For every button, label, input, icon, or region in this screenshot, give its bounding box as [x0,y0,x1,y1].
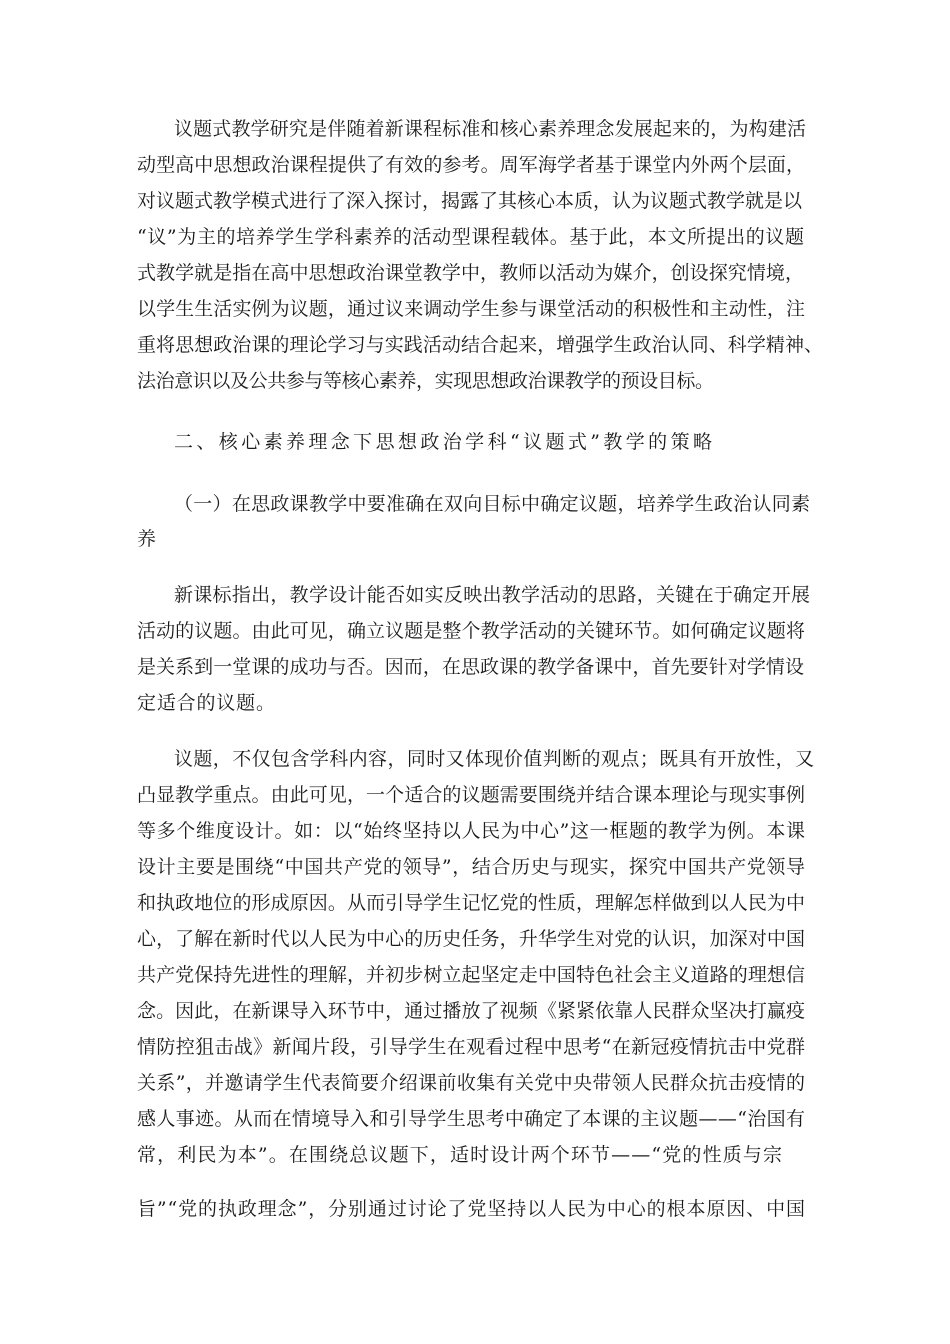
text-line: 议题，不仅包含学科内容，同时又体现价值判断的观点；既具有开放性，又 [174,748,815,770]
text-line: 共产党保持先进性的理解，并初步树立起坚定走中国特色社会主义道路的理想信 [137,964,806,986]
text-line: （一）在思政课教学中要准确在双向目标中确定议题，培养学生政治认同素 [174,493,811,515]
text-line: 议题式教学研究是伴随着新课程标准和核心素养理念发展起来的，为构建活 [174,118,807,140]
text-line: 对议题式教学模式进行了深入探讨，揭露了其核心本质，认为议题式教学就是以 [137,190,803,212]
text-line: 新课标指出，教学设计能否如实反映出教学活动的思路，关键在于确定开展 [174,584,811,606]
text-line: “议”为主的培养学生学科素养的活动型课程载体。基于此，本文所提出的议题 [137,226,805,248]
section-heading: 二、核心素养理念下思想政治学科“议题式”教学的策略 [174,431,716,453]
text-line: 等多个维度设计。如：以“始终坚持以人民为中心”这一框题的教学为例。本课 [137,820,806,842]
text-line: 重将思想政治课的理论学习与实践活动结合起来，增强学生政治认同、科学精神、 [137,334,824,356]
text-line: 感人事迹。从而在情境导入和引导学生思考中确定了本课的主议题——“治国有 [137,1108,806,1130]
text-line: 情防控狙击战》新闻片段，引导学生在观看过程中思考“在新冠疫情抗击中党群 [137,1036,806,1058]
text-line: 动型高中思想政治课程提供了有效的参考。周军海学者基于课堂内外两个层面， [137,154,806,176]
text-line: 设计主要是围绕“中国共产党的领导”，结合历史与现实，探究中国共产党领导 [137,856,806,878]
text-line: 以学生生活实例为议题，通过议来调动学生参与课堂活动的积极性和主动性，注 [137,298,806,320]
text-line: 凸显教学重点。由此可见，一个适合的议题需要围绕并结合课本理论与现实事例 [137,784,806,806]
text-line: 常，利民为本”。在围绕总议题下，适时设计两个环节——“党的性质与宗 [137,1144,784,1166]
text-line: 心，了解在新时代以人民为中心的历史任务，升华学生对党的认识，加深对中国 [137,928,806,950]
text-line: 旨”“党的执政理念”，分别通过讨论了党坚持以人民为中心的根本原因、中国 [137,1198,806,1220]
text-line: 活动的议题。由此可见，确立议题是整个教学活动的关键环节。如何确定议题将 [137,620,806,642]
text-line: 和执政地位的形成原因。从而引导学生记忆党的性质，理解怎样做到以人民为中 [137,892,806,914]
text-line: 式教学就是指在高中思想政治课堂教学中，教师以活动为媒介，创设探究情境， [137,262,805,284]
text-line: 关系”，并邀请学生代表简要介绍课前收集有关党中央带领人民群众抗击疫情的 [137,1072,806,1094]
text-line: 定适合的议题。 [137,692,276,714]
text-line: 养 [137,528,157,550]
text-line: 法治意识以及公共参与等核心素养，实现思想政治课教学的预设目标。 [137,370,714,392]
text-line: 是关系到一堂课的成功与否。因而，在思政课的教学备课中，首先要针对学情设 [137,656,805,678]
text-line: 念。因此，在新课导入环节中，通过播放了视频《紧紧依靠人民群众坚决打赢疫 [137,1000,806,1022]
